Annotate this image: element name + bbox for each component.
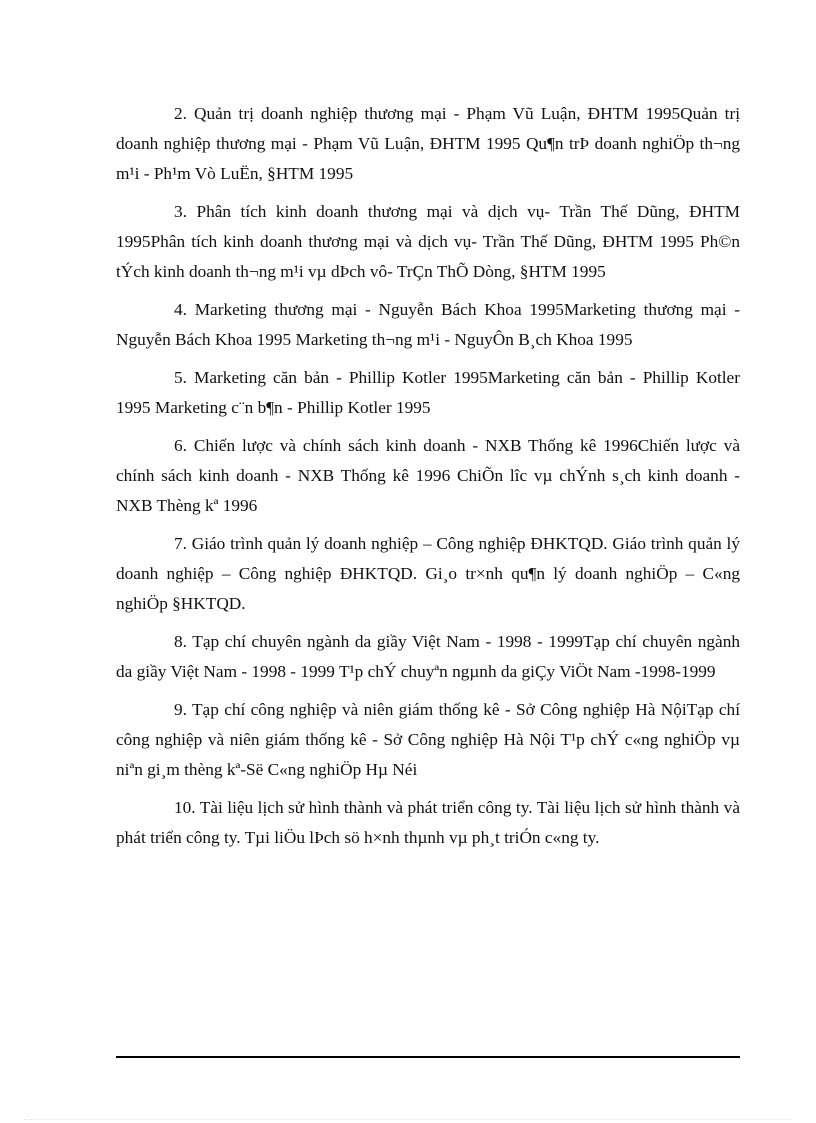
reference-item-7: 7. Giáo trình quản lý doanh nghiệp – Công nghiệp ĐHKTQD. Giáo trình quản lý doanh nghiệp – Công nghiệp ĐHKTQD. Gi¸o tr×nh qu¶n lý doanh nghiÖp – C«ng nghiÖp §HKTQD. [116, 534, 740, 613]
reference-item-2: 2. Quản trị doanh nghiệp thương mại - Phạm Vũ Luận, ĐHTM 1995Quản trị doanh nghiệp thương mại - Phạm Vũ Luận, ĐHTM 1995 Qu¶n trÞ doanh nghiÖp th¬ng m¹i - Ph¹m Vò LuËn, §HTM 1995 [116, 104, 740, 183]
reference-list [116, 99, 740, 861]
reference-item-6: 6. Chiến lược và chính sách kinh doanh - NXB Thống kê 1996Chiến lược và chính sách kinh doanh - NXB Thống kê 1996 ChiÕn lîc vµ chÝnh s¸ch kinh doanh - NXB Thèng kª 1996 [116, 436, 740, 515]
reference-item-8: 8. Tạp chí chuyên ngành da giầy Việt Nam - 1998 - 1999Tạp chí chuyên ngành da giầy Việt Nam - 1998 - 1999 T¹p chÝ chuyªn ngµnh da giÇy ViÖt Nam -1998-1999 [116, 632, 740, 681]
reference-item-5: 5. Marketing căn bản - Phillip Kotler 1995Marketing căn bản - Phillip Kotler 1995 Marketing c¨n b¶n - Phillip Kotler 1995 [116, 368, 740, 417]
reference-item-3: 3. Phân tích kinh doanh thương mại và dịch vụ- Trần Thế Dũng, ĐHTM 1995Phân tích kinh doanh thương mại và dịch vụ- Trần Thế Dũng, ĐHTM 1995 Ph©n tÝch kinh doanh th¬ng m¹i vµ dÞch vô- TrÇn ThÕ Dòng, §HTM 1995 [116, 202, 740, 281]
reference-item-4: 4. Marketing thương mại - Nguyễn Bách Khoa 1995Marketing thương mại - Nguyễn Bách Khoa 1995 Marketing th¬ng m¹i - NguyÔn B¸ch Khoa 1995 [116, 300, 740, 349]
footer-divider [116, 1056, 740, 1058]
reference-item-10: 10. Tài liệu lịch sử hình thành và phát triển công ty. Tài liệu lịch sử hình thành và phát triển công ty. Tµi liÖu lÞch sö h×nh thµnh vµ ph¸t triÓn c«ng ty. [116, 798, 740, 847]
page-bottom-edge [24, 1119, 792, 1120]
reference-item-9: 9. Tạp chí công nghiệp và niên giám thống kê - Sở Công nghiệp Hà NộiTạp chí công nghiệp và niên giám thống kê - Sở Công nghiệp Hà Nội T¹p chÝ c«ng nghiÖp vµ niªn gi¸m thèng kª-Së C«ng nghiÖp Hµ Néi [116, 700, 740, 779]
